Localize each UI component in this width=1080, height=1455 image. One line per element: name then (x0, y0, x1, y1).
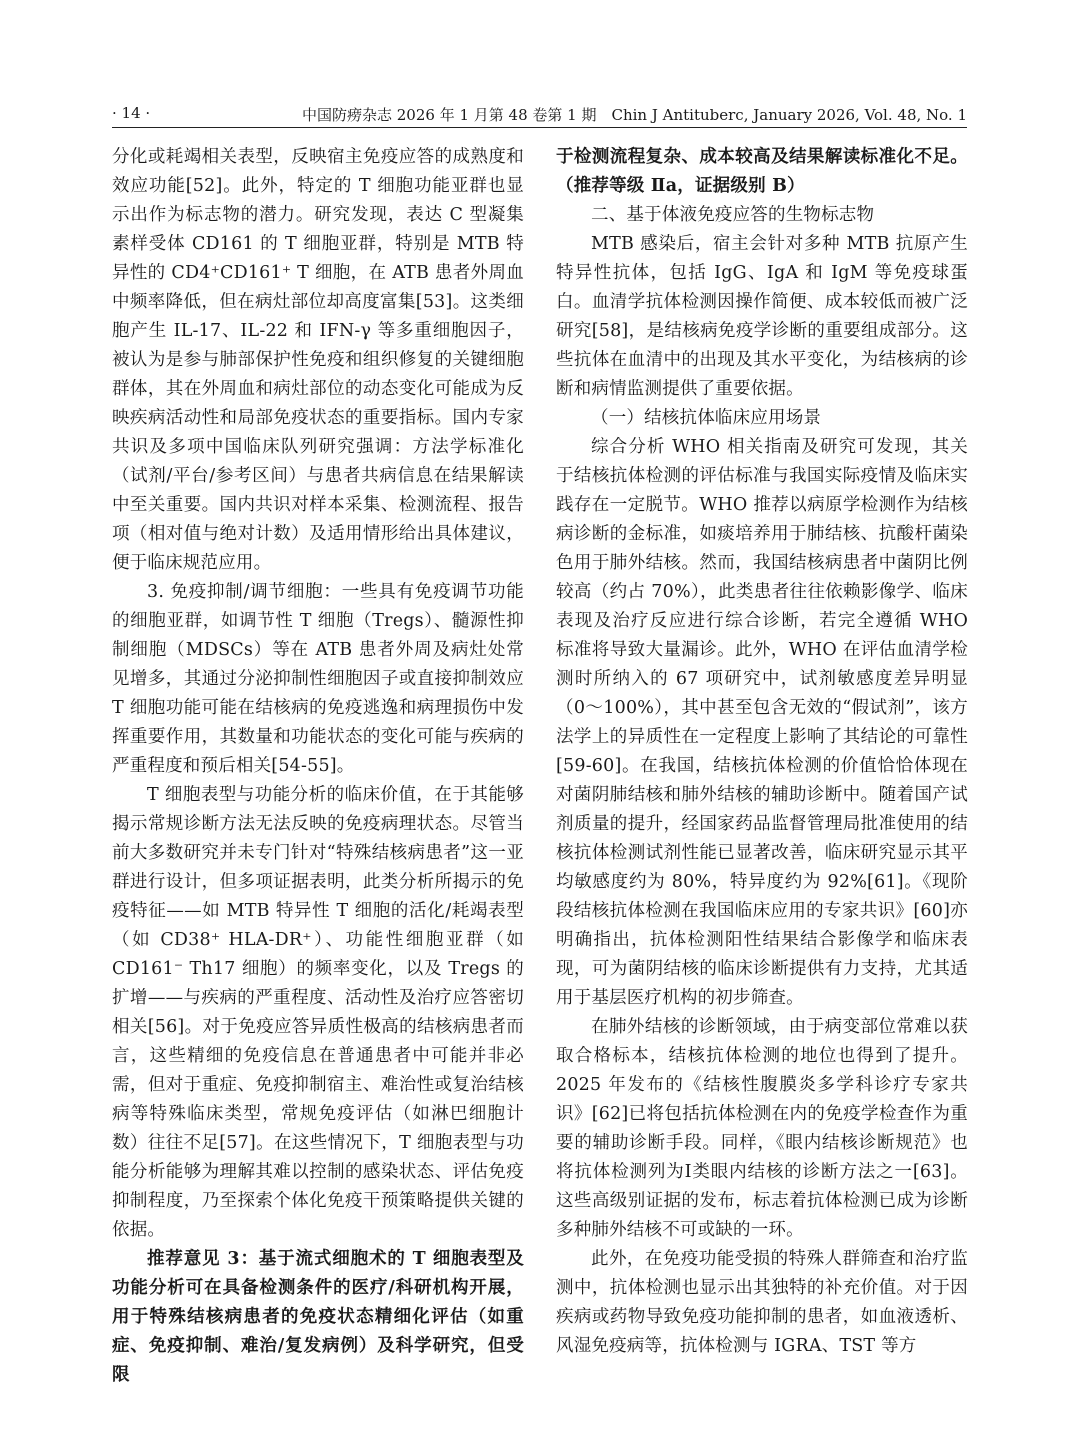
journal-citation: 中国防痨杂志 2026 年 1 月第 48 卷第 1 期 Chin J Antituberc, January 2026, Vol. 48, No. 1 (302, 106, 967, 124)
running-header (112, 104, 967, 128)
subsection-heading: （一）结核抗体临床应用场景 (591, 408, 822, 428)
paragraph: 3. 免疫抑制/调节细胞：一些具有免疫调节功能的细胞亚群，如调节性 T 细胞（Tregs）、髓源性抑制细胞（MDSCs）等在 ATB 患者外周及病灶处常见增多，其通过分泌抑制性细胞因子或直接抑制效应 T 细胞功能可能在结核病的免疫逃逸和病理损伤中发挥重要作用，其数量和功能状态的变化可能与疾病的严重程度和预后相关[54-55]。 (112, 582, 524, 776)
paragraph: T 细胞表型与功能分析的临床价值，在于其能够揭示常规诊断方法无法反映的免疫病理状态。尽管当前大多数研究并未专门针对“特殊结核病患者”这一亚群进行设计，但多项证据表明，此类分析所揭示的免疫特征——如 MTB 特异性 T 细胞的活化/耗竭表型（如 CD38⁺ HLA-DR⁺）、功能性细胞亚群（如 CD161⁻ Th17 细胞）的频率变化，以及 Tregs 的扩增——与疾病的严重程度、活动性及治疗应答密切相关[56]。对于免疫应答异质性极高的结核病患者而言，这些精细的免疫信息在普通患者中可能并非必需，但对于重症、免疫抑制宿主、难治性或复治结核病等特殊临床类型，常规免疫评估（如淋巴细胞计数）往往不足[57]。在这些情况下，T 细胞表型与功能分析能够为理解其难以控制的感染状态、评估免疫抑制程度，乃至探索个体化免疫干预策略提供关键的依据。 (112, 785, 524, 1240)
header-rule (112, 127, 967, 128)
paragraph: 此外，在免疫功能受损的特殊人群筛查和治疗监测中，抗体检测也显示出其独特的补充价值。对于因疾病或药物导致免疫功能抑制的患者，如血液透析、风湿免疫病等，抗体检测与 IGRA、TST 等方 (556, 1249, 968, 1356)
paragraph: 在肺外结核的诊断领域，由于病变部位常难以获取合格标本，结核抗体检测的地位也得到了提升。2025 年发布的《结核性腹膜炎多学科诊疗专家共识》[62]已将包括抗体检测在内的免疫学检查作为重要的辅助诊断手段。同样，《眼内结核诊断规范》也将抗体检测列为Ⅰ类眼内结核的诊断方法之一[63]。这些高级别证据的发布，标志着抗体检测已成为诊断多种肺外结核不可或缺的一环。 (556, 1017, 968, 1240)
section-heading: 二、基于体液免疫应答的生物标志物 (591, 205, 875, 225)
left-column (112, 143, 524, 1390)
recommendation-paragraph: 推荐意见 3：基于流式细胞术的 T 细胞表型及功能分析可在具备检测条件的医疗/科研机构开展，用于特殊结核病患者的免疫状态精细化评估（如重症、免疫抑制、难治/复发病例）及科学研究，但受限 (112, 1249, 524, 1385)
paragraph: 分化或耗竭相关表型，反映宿主免疫应答的成熟度和效应功能[52]。此外，特定的 T 细胞功能亚群也显示出作为标志物的潜力。研究发现，表达 C 型凝集素样受体 CD161 的 T 细胞亚群，特别是 MTB 特异性的 CD4⁺CD161⁺ T 细胞，在 ATB 患者外周血中频率降低，但在病灶部位却高度富集[53]。这类细胞产生 IL-17、IL-22 和 IFN-γ 等多重细胞因子，被认为是参与肺部保护性免疫和组织修复的关键细胞群体，其在外周血和病灶部位的动态变化可能成为反映疾病活动性和局部免疫状态的重要指标。国内专家共识及多项中国临床队列研究强调：方法学标准化（试剂/平台/参考区间）与患者共病信息在结果解读中至关重要。国内共识对样本采集、检测流程、报告项（相对值与绝对计数）及适用情形给出具体建议，便于临床规范应用。 (112, 147, 524, 573)
paragraph: MTB 感染后，宿主会针对多种 MTB 抗原产生特异性抗体，包括 IgG、IgA 和 IgM 等免疫球蛋白。血清学抗体检测因操作简便、成本较低而被广泛研究[58]，是结核病免疫学诊断的重要组成部分。这些抗体在血清中的出现及其水平变化，为结核病的诊断和病情监测提供了重要依据。 (556, 234, 968, 399)
paragraph: 综合分析 WHO 相关指南及研究可发现，其关于结核抗体检测的评估标准与我国实际疫情及临床实践存在一定脱节。WHO 推荐以病原学检测作为结核病诊断的金标准，如痰培养用于肺结核、抗酸杆菌染色用于肺外结核。然而，我国结核病患者中菌阴比例较高（约占 70%），此类患者往往依赖影像学、临床表现及治疗反应进行综合诊断，若完全遵循 WHO 标准将导致大量漏诊。此外，WHO 在评估血清学检测时所纳入的 67 项研究中，试剂敏感度差异明显（0～100%），其中甚至包含无效的“假试剂”，该方法学上的异质性在一定程度上影响了其结论的可靠性[59-60]。在我国，结核抗体检测的价值恰恰体现在对菌阴肺结核和肺外结核的辅助诊断中。随着国产试剂质量的提升，经国家药品监督管理局批准使用的结核抗体检测试剂性能已显著改善，临床研究显示其平均敏感度约为 80%，特异度约为 92%[61]。《现阶段结核抗体检测在我国临床应用的专家共识》[60]亦明确指出，抗体检测阳性结果结合影像学和临床表现，可为菌阴结核的临床诊断提供有力支持，尤其适用于基层医疗机构的初步筛查。 (556, 437, 968, 1008)
recommendation-paragraph: 于检测流程复杂、成本较高及结果解读标准化不足。（推荐等级 Ⅱa，证据级别 B） (556, 147, 968, 196)
page-number: · 14 · (112, 104, 151, 122)
right-column (556, 143, 968, 1361)
